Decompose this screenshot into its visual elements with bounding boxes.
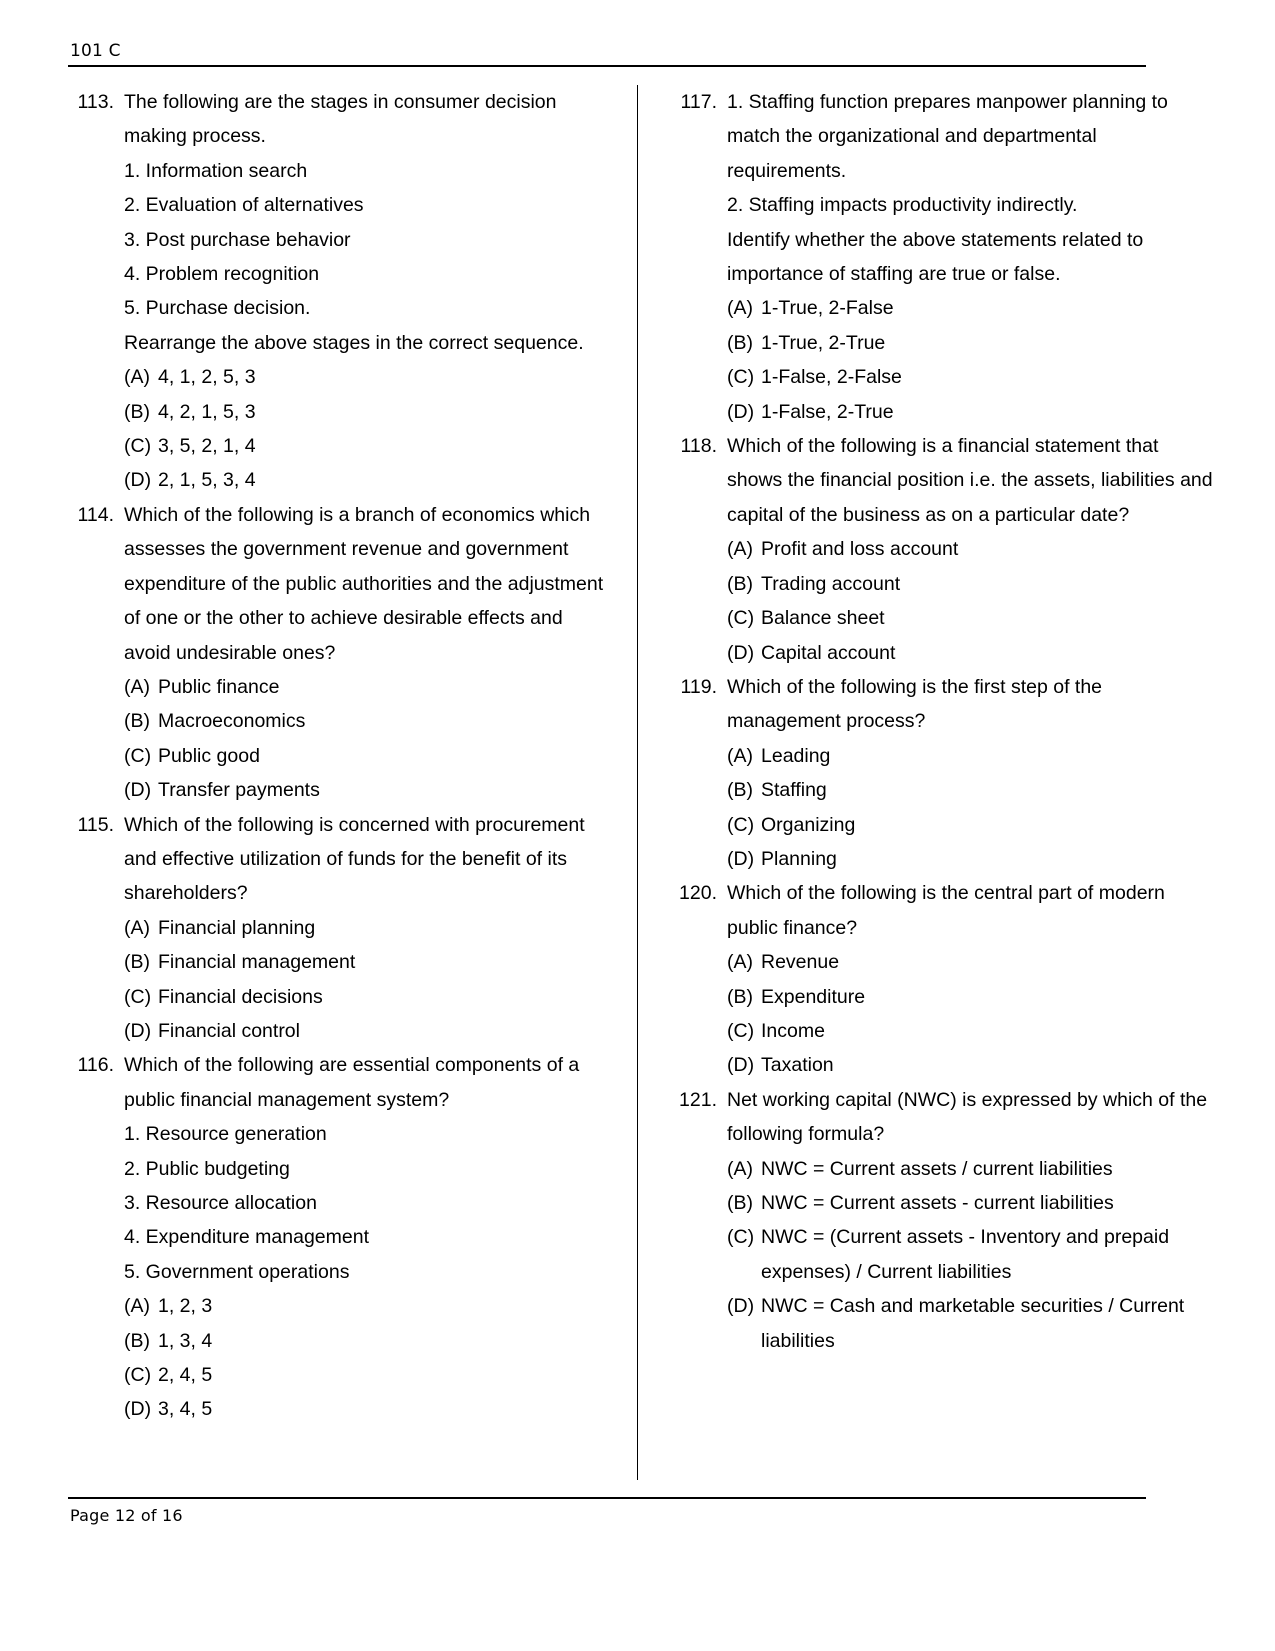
question-block [671, 876, 1216, 1082]
answer-option[interactable] [68, 739, 608, 773]
answer-option-inner [124, 670, 608, 704]
question-stem: Net working capital (NWC) is expressed by which of the following formula? [727, 1088, 1213, 1146]
question-number: 120. [679, 882, 717, 905]
question-statement-item: 3. Resource allocation [124, 1192, 317, 1214]
question-block [68, 1048, 608, 1426]
answer-option-letter: (A) [124, 675, 150, 698]
answer-option[interactable] [671, 601, 1216, 635]
answer-option-text: Revenue [761, 951, 840, 974]
question-instruction: Identify whether the above statements related to importance of staffing are true or false. [727, 228, 1149, 286]
answer-option-text: NWC = (Current assets - Inventory and prepaid expenses) / Current liabilities [761, 1226, 1175, 1283]
answer-option-text: Balance sheet [761, 607, 885, 630]
answer-option[interactable] [671, 945, 1216, 979]
answer-option[interactable] [68, 360, 608, 394]
answer-option-text: Capital account [761, 641, 896, 664]
answer-option-inner [727, 360, 1216, 394]
answer-option[interactable] [671, 773, 1216, 807]
answer-option-inner [727, 1048, 1216, 1082]
answer-option-inner [124, 773, 608, 807]
answer-option[interactable] [68, 773, 608, 807]
answer-option-letter: (D) [727, 400, 755, 423]
answer-option-text: 4, 2, 1, 5, 3 [158, 400, 256, 423]
question-number: 113. [77, 91, 114, 113]
answer-option-text: 2, 4, 5 [158, 1364, 213, 1387]
question-stem: Which of the following is a branch of economics which assesses the government revenue and government expenditure of the public authorities and the adjustment of one or the other to achieve desirable effects and avoid undesirable ones? [124, 503, 609, 664]
answer-option-inner [124, 980, 608, 1014]
question-stem: Which of the following is the first step of the management process? [727, 675, 1108, 733]
question-stem: Which of the following is concerned with procurement and effective utilization of funds for the benefit of its shareholders? [124, 813, 591, 905]
answer-option-inner [124, 429, 608, 463]
answer-option-text: Public finance [158, 675, 280, 698]
answer-option[interactable] [671, 532, 1216, 566]
answer-option-text: 1-False, 2-True [761, 400, 894, 423]
answer-option-letter: (A) [124, 1295, 150, 1318]
answer-option-letter: (C) [727, 1019, 755, 1042]
question-statement-item: 5. Government operations [124, 1260, 350, 1283]
answer-option-text: Organizing [761, 813, 856, 836]
answer-option-letter: (A) [727, 1157, 753, 1180]
question-stem: Which of the following is a financial statement that shows the financial position i.e. the assets, liabilities and capital of the business as on a particular date? [727, 435, 1219, 526]
answer-option-inner [124, 463, 608, 497]
question-statement-item: 4. Problem recognition [124, 263, 320, 286]
question-block [68, 808, 608, 1049]
question-block [68, 498, 608, 808]
answer-option[interactable] [671, 980, 1216, 1014]
question-statement-item: 2. Staffing impacts productivity indirectly. [727, 194, 1078, 217]
answer-option-text: Financial decisions [158, 985, 323, 1008]
answer-option-letter: (C) [124, 1364, 152, 1387]
question-stem: Which of the following are essential components of a public financial management system? [124, 1054, 585, 1111]
answer-option-text: Taxation [761, 1054, 834, 1077]
question-number: 115. [77, 813, 114, 836]
answer-option-text: 1, 2, 3 [158, 1295, 213, 1318]
answer-option-inner [727, 636, 1216, 670]
answer-option-text: Profit and loss account [761, 538, 959, 561]
answer-option-text: 3, 4, 5 [158, 1398, 213, 1421]
answer-option-letter: (B) [124, 951, 150, 974]
answer-option-text: Macroeconomics [158, 710, 306, 733]
question-statement-item: 1. Resource generation [124, 1123, 327, 1146]
answer-option-letter: (A) [124, 916, 150, 939]
question-head [671, 876, 1216, 945]
answer-option-inner [727, 291, 1216, 325]
question-head [671, 1083, 1216, 1152]
answer-option-letter: (A) [727, 951, 753, 974]
answer-option[interactable] [671, 739, 1216, 773]
answer-option-letter: (A) [727, 297, 753, 320]
answer-option-letter: (C) [727, 366, 755, 389]
question-number: 121. [679, 1088, 717, 1111]
answer-option-inner [124, 360, 608, 394]
answer-option-letter: (B) [727, 779, 753, 802]
answer-option-text: NWC = Current assets / current liabilities [761, 1157, 1113, 1180]
answer-option-letter: (C) [727, 813, 755, 836]
answer-option[interactable] [671, 808, 1216, 842]
answer-option-inner [124, 1014, 608, 1048]
answer-option-text: NWC = Current assets - current liabilities [761, 1192, 1114, 1214]
answer-option[interactable] [671, 360, 1216, 394]
question-statement-item: 4. Expenditure management [124, 1226, 369, 1249]
answer-option-letter: (B) [124, 400, 150, 423]
answer-option-inner [727, 601, 1216, 635]
question-column-right [671, 85, 1219, 1358]
question-block [671, 85, 1216, 429]
answer-option-text: 3, 5, 2, 1, 4 [158, 435, 256, 458]
question-number: 119. [680, 675, 717, 698]
answer-option-letter: (C) [124, 985, 152, 1008]
footer-rule [68, 1497, 1146, 1499]
answer-option-text: Planning [761, 847, 837, 870]
answer-option[interactable] [68, 911, 608, 945]
answer-option-letter: (D) [124, 779, 152, 802]
answer-option-letter: (D) [727, 847, 755, 870]
answer-option-letter: (D) [727, 1295, 755, 1318]
header-rule [68, 65, 1146, 67]
answer-option-letter: (C) [124, 435, 152, 458]
answer-option-text: Income [761, 1019, 825, 1042]
question-number: 114. [77, 503, 114, 526]
question-stem: The following are the stages in consumer decision making process. [124, 91, 562, 148]
answer-option-inner [124, 395, 608, 429]
answer-option-letter: (B) [727, 572, 753, 595]
answer-option-inner [727, 1289, 1216, 1358]
answer-option-letter: (B) [727, 985, 753, 1008]
column-divider [637, 85, 638, 1480]
answer-option-letter: (A) [727, 538, 753, 561]
question-number: 116. [77, 1054, 114, 1077]
question-statement-item: 3. Post purchase behavior [124, 228, 351, 251]
answer-option-text: 1-True, 2-False [761, 297, 894, 320]
answer-option-inner [727, 395, 1216, 429]
answer-option[interactable] [68, 1324, 608, 1358]
answer-option-text: 2, 1, 5, 3, 4 [158, 469, 256, 492]
answer-option[interactable] [671, 326, 1216, 360]
answer-option-inner [124, 739, 608, 773]
answer-option[interactable] [68, 670, 608, 704]
answer-option[interactable] [68, 429, 608, 463]
answer-option[interactable] [671, 1220, 1216, 1289]
answer-option-letter: (C) [124, 744, 152, 767]
paper-code: 101 C [70, 41, 121, 61]
question-statement-item: 2. Public budgeting [124, 1157, 290, 1180]
answer-option-letter: (B) [727, 1192, 753, 1214]
question-head [671, 429, 1219, 532]
answer-option-text: NWC = Cash and marketable securities / Current liabilities [761, 1295, 1190, 1352]
question-statement-item: 5. Purchase decision. [124, 297, 311, 320]
answer-option-inner [727, 326, 1216, 360]
answer-option-text: Transfer payments [158, 779, 320, 802]
question-head [68, 498, 608, 670]
question-number: 117. [680, 91, 717, 113]
answer-option-inner [124, 704, 608, 738]
answer-option-letter: (A) [124, 366, 150, 389]
answer-option-letter: (D) [727, 641, 755, 664]
answer-option-text: Leading [761, 744, 831, 767]
answer-option[interactable] [671, 842, 1216, 876]
answer-option[interactable] [68, 704, 608, 738]
question-instruction: Rearrange the above stages in the correct sequence. [124, 331, 584, 354]
answer-option-text: Expenditure [761, 985, 866, 1008]
answer-option-inner [124, 1324, 608, 1358]
question-head [671, 670, 1216, 739]
answer-option[interactable] [68, 395, 608, 429]
answer-option-inner [124, 945, 608, 979]
question-column-left [68, 85, 608, 1427]
question-head [68, 808, 608, 911]
answer-option-text: 1, 3, 4 [158, 1329, 213, 1352]
page-header [68, 40, 1146, 67]
answer-option-inner [124, 1289, 608, 1323]
answer-option[interactable] [68, 1358, 608, 1392]
answer-option-inner [727, 945, 1216, 979]
answer-option[interactable] [671, 1289, 1216, 1358]
question-head [671, 85, 1216, 188]
question-head [68, 85, 608, 154]
answer-option-letter: (D) [124, 1398, 152, 1421]
answer-option-inner [727, 980, 1216, 1014]
answer-option-inner [727, 808, 1216, 842]
answer-option-inner [727, 1152, 1216, 1186]
answer-option-letter: (A) [727, 744, 753, 767]
answer-option[interactable] [68, 463, 608, 497]
answer-option-inner [727, 567, 1216, 601]
answer-option-letter: (C) [727, 1226, 755, 1249]
answer-option-inner [727, 773, 1216, 807]
answer-option-inner [124, 1358, 608, 1392]
answer-option-letter: (D) [124, 1019, 152, 1042]
question-stem: 1. Staffing function prepares manpower planning to match the organizational and departmental requirements. [727, 91, 1174, 182]
answer-option[interactable] [671, 1152, 1216, 1186]
answer-option[interactable] [671, 1048, 1216, 1082]
answer-option[interactable] [671, 1186, 1216, 1220]
answer-option-text: Financial management [158, 951, 356, 974]
answer-option-inner [727, 1186, 1216, 1220]
answer-option-letter: (B) [124, 710, 150, 733]
answer-option-letter: (D) [727, 1054, 755, 1077]
answer-option[interactable] [68, 980, 608, 1014]
answer-option-inner [727, 532, 1216, 566]
answer-option-text: 1-False, 2-False [761, 366, 902, 389]
answer-option-inner [727, 842, 1216, 876]
answer-option-letter: (C) [727, 607, 755, 630]
question-block [671, 1083, 1216, 1358]
answer-option[interactable] [671, 636, 1216, 670]
answer-option-text: Financial planning [158, 916, 316, 939]
answer-option[interactable] [68, 1392, 608, 1426]
question-statement-item: 1. Information search [124, 159, 308, 182]
answer-option[interactable] [68, 945, 608, 979]
question-block [671, 429, 1219, 670]
answer-option-inner [727, 1014, 1216, 1048]
answer-option-inner [124, 911, 608, 945]
page-footer [68, 1497, 1146, 1527]
question-stem: Which of the following is the central part of modern public finance? [727, 882, 1171, 939]
answer-option-letter: (B) [727, 331, 753, 354]
question-head [68, 1048, 608, 1117]
question-block [68, 85, 608, 498]
answer-option-text: 1-True, 2-True [761, 331, 886, 354]
answer-option-letter: (D) [124, 469, 152, 492]
answer-option-text: 4, 1, 2, 5, 3 [158, 366, 256, 389]
question-number: 118. [680, 435, 717, 458]
answer-option[interactable] [671, 567, 1216, 601]
page-number: Page 12 of 16 [70, 1506, 183, 1525]
answer-option-inner [727, 1220, 1216, 1289]
answer-option[interactable] [68, 1014, 608, 1048]
answer-option-text: Staffing [761, 779, 827, 802]
answer-option-inner [124, 1392, 608, 1426]
answer-option-text: Financial control [158, 1019, 300, 1042]
question-block [671, 670, 1216, 876]
answer-option-text: Trading account [761, 572, 901, 595]
answer-option[interactable] [671, 291, 1216, 325]
answer-option-inner [727, 739, 1216, 773]
answer-option[interactable] [671, 1014, 1216, 1048]
answer-option[interactable] [671, 395, 1216, 429]
answer-option-letter: (B) [124, 1329, 150, 1352]
question-body [68, 85, 1219, 1480]
question-statement-item: 2. Evaluation of alternatives [124, 194, 364, 217]
answer-option-text: Public good [158, 744, 260, 767]
answer-option[interactable] [68, 1289, 608, 1323]
